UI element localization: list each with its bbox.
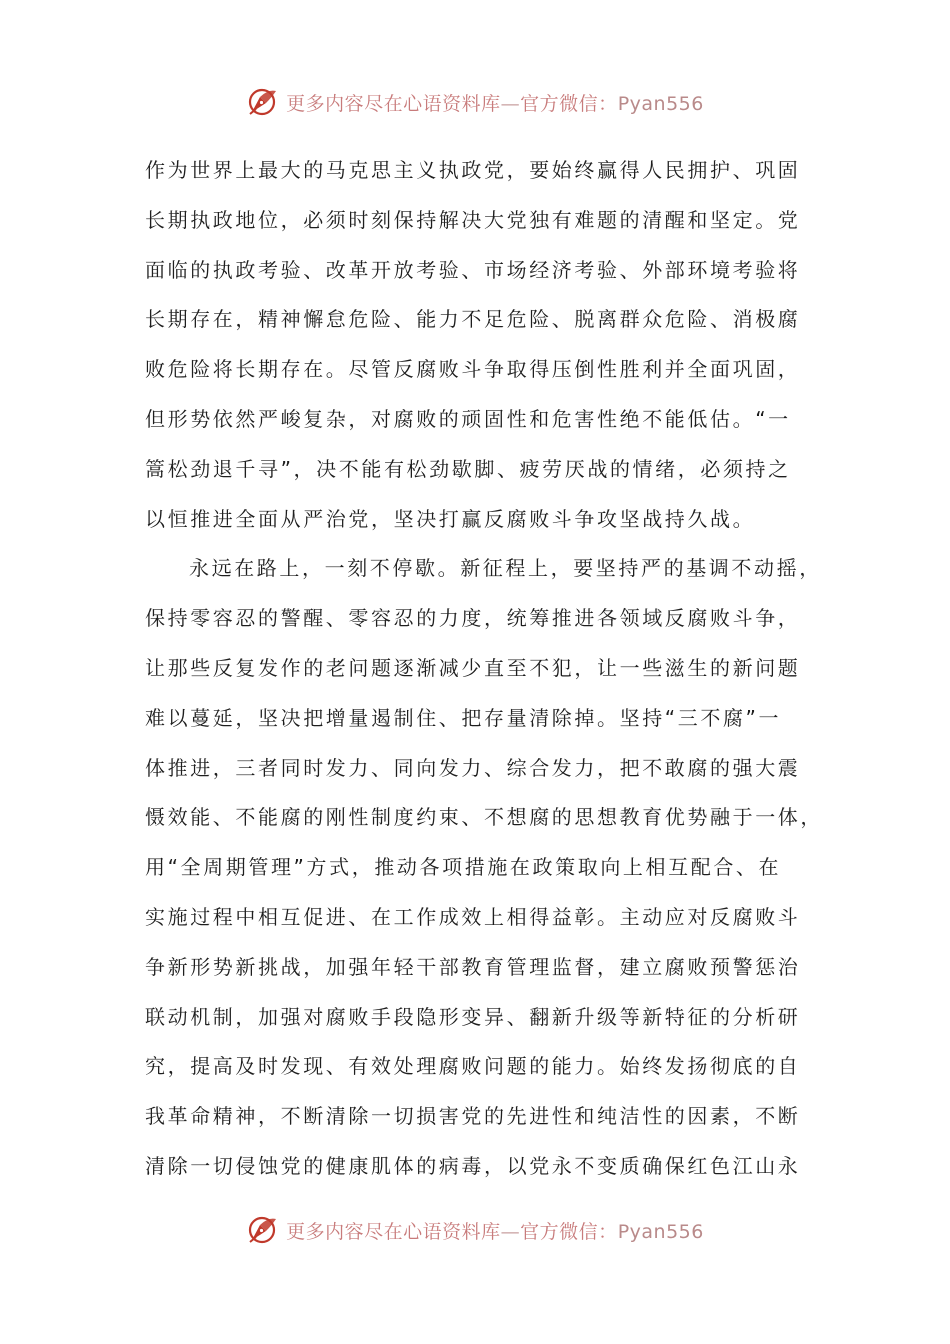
text-line: 争新形势新挑战，加强年轻干部教育管理监督，建立腐败预警惩治 [145,954,801,979]
footer-banner-wechat-id: Pyan556 [617,1220,704,1243]
text-line: 作为世界上最大的马克思主义执政党，要始终赢得人民拥护、巩固 [145,158,801,182]
text-line: 让那些反复发作的老问题逐渐减少直至不犯，让一些滋生的新问题 [145,655,801,680]
text-line: 面临的执政考验、改革开放考验、市场经济考验、外部环境考验将 [145,257,801,282]
footer-banner-text [286,1217,704,1244]
header-banner-wechat-label: 官方微信： [520,92,618,115]
text-line: 体推进，三者同时发力、同向发力、综合发力，把不敢腐的强大震 [145,755,801,780]
paragraph-start-line: 永远在路上，一刻不停歇。新征程上，要坚持严的基调不动摇， [189,556,822,581]
text-line: 长期执政地位，必须时刻保持解决大党独有难题的清醒和坚定。党 [145,207,801,232]
header-banner-wechat-id: Pyan556 [617,92,704,115]
footer-banner [0,1210,950,1250]
text-line: 联动机制，加强对腐败手段隐形变异、翻新升级等新特征的分析研 [145,1004,801,1029]
text-line: 但形势依然严峻复杂，对腐败的顽固性和危害性绝不能低估。“一 [145,406,791,431]
header-banner-text [286,89,704,116]
footer-banner-title: 更多内容尽在心语资料库 [286,1220,501,1243]
text-line: 长期存在，精神懈怠危险、能力不足危险、脱离群众危险、消极腐 [145,307,801,332]
footer-banner-wechat-label: 官方微信： [520,1220,618,1243]
text-line: 用“全周期管理”方式，推动各项措施在政策取向上相互配合、在 [145,855,782,880]
text-line: 篙松劲退千寻”，决不能有松劲歇脚、疲劳厌战的情绪，必须持之 [145,456,791,481]
footer-banner-dash: — [500,1220,521,1243]
header-banner [0,82,950,122]
text-line: 究，提高及时发现、有效处理腐败问题的能力。始终发扬彻底的自 [145,1054,801,1079]
text-line: 败危险将长期存在。尽管反腐败斗争取得压倒性胜利并全面巩固， [145,357,801,382]
text-line: 慑效能、不能腐的刚性制度约束、不想腐的思想教育优势融于一体， [145,805,823,830]
pen-nib-circle-icon [246,1213,280,1247]
header-banner-title: 更多内容尽在心语资料库 [286,92,501,115]
text-line: 以恒推进全面从严治党，坚决打赢反腐败斗争攻坚战持久战。 [145,506,756,531]
text-line: 保持零容忍的警醒、零容忍的力度，统筹推进各领域反腐败斗争， [145,606,801,631]
header-banner-dash: — [500,92,521,115]
body-text [145,146,823,1192]
text-line: 难以蔓延，坚决把增量遏制住、把存量清除掉。坚持“三不腐”一 [145,705,782,730]
text-line: 我革命精神，不断清除一切损害党的先进性和纯洁性的因素，不断 [145,1104,801,1129]
text-line: 清除一切侵蚀党的健康肌体的病毒，以党永不变质确保红色江山永 [145,1153,801,1178]
pen-nib-circle-icon [246,85,280,119]
text-line: 实施过程中相互促进、在工作成效上相得益彰。主动应对反腐败斗 [145,904,801,929]
